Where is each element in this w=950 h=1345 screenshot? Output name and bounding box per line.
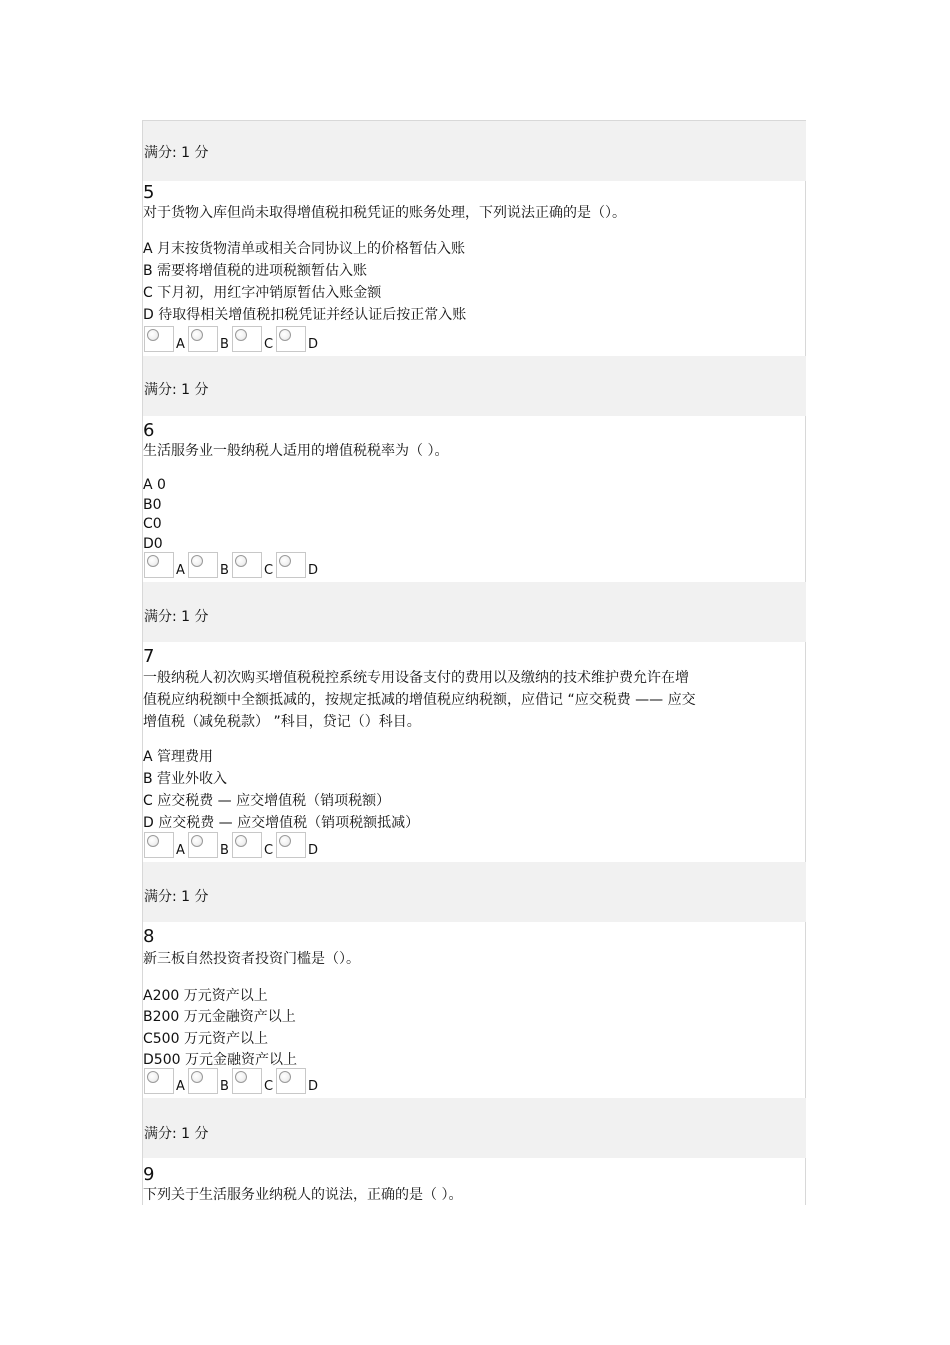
- option-text: B200 万元金融资产以上: [143, 1009, 296, 1025]
- radio-icon: [191, 835, 203, 847]
- option-text: A 月末按货物清单或相关合同协议上的价格暂估入账: [143, 241, 466, 257]
- radio-icon: [147, 555, 159, 567]
- radio-icon: [279, 835, 291, 847]
- answer-radio-c[interactable]: [232, 552, 262, 578]
- answer-choices: [143, 832, 343, 858]
- question-number: 9: [143, 1164, 155, 1185]
- option-text: B0: [143, 497, 162, 513]
- answer-radio-a[interactable]: [144, 832, 174, 858]
- option-text: C 下月初，用红字冲销原暂估入账金额: [143, 285, 382, 301]
- answer-label: D: [308, 337, 319, 352]
- answer-label: B: [220, 337, 229, 352]
- answer-radio-a[interactable]: [144, 326, 174, 352]
- option-text: C0: [143, 516, 162, 532]
- score-band: [143, 862, 806, 922]
- radio-icon: [235, 835, 247, 847]
- answer-choices: [143, 326, 343, 352]
- radio-icon: [147, 1071, 159, 1083]
- question-number: 5: [143, 182, 155, 203]
- answer-label: D: [308, 1079, 319, 1094]
- question-text: 新三板自然投资者投资门槛是（）。: [143, 951, 360, 967]
- answer-choices: [143, 552, 343, 578]
- answer-label: C: [264, 337, 274, 352]
- option-text: D 应交税费 — 应交增值税（销项税额抵减）: [143, 815, 420, 831]
- question-text: 下列关于生活服务业纳税人的说法，正确的是（ ）。: [143, 1187, 463, 1203]
- score-label: 满分: 1 分: [144, 145, 209, 161]
- option-text: D 待取得相关增值税扣税凭证并经认证后按正常入账: [143, 307, 467, 323]
- answer-choices: [143, 1068, 343, 1094]
- radio-icon: [147, 835, 159, 847]
- question-text: 值税应纳税额中全额抵减的，按规定抵减的增值税应纳税额，应借记 “应交税费 —— 应交: [143, 692, 696, 708]
- question-text: 对于货物入库但尚未取得增值税扣税凭证的账务处理，下列说法正确的是（）。: [143, 205, 626, 221]
- radio-icon: [235, 329, 247, 341]
- question-text: 生活服务业一般纳税人适用的增值税税率为（ ）。: [143, 443, 449, 459]
- question-text: 增值税（减免税款） ”科目，贷记（）科目。: [143, 714, 421, 730]
- score-band: [143, 356, 806, 416]
- radio-icon: [235, 1071, 247, 1083]
- option-text: C500 万元资产以上: [143, 1031, 268, 1047]
- radio-icon: [235, 555, 247, 567]
- answer-radio-b[interactable]: [188, 1068, 218, 1094]
- score-band: [143, 121, 806, 181]
- radio-icon: [147, 329, 159, 341]
- question-number: 7: [143, 646, 155, 667]
- score-label: 满分: 1 分: [144, 382, 209, 398]
- option-text: D500 万元金融资产以上: [143, 1052, 297, 1068]
- score-label: 满分: 1 分: [144, 889, 209, 905]
- answer-radio-d[interactable]: [276, 326, 306, 352]
- answer-label: C: [264, 563, 274, 578]
- answer-label: C: [264, 843, 274, 858]
- answer-radio-c[interactable]: [232, 832, 262, 858]
- option-text: A200 万元资产以上: [143, 988, 268, 1004]
- answer-label: D: [308, 843, 319, 858]
- score-band: [143, 1098, 806, 1158]
- option-text: D0: [143, 536, 163, 552]
- option-text: A 0: [143, 477, 166, 493]
- radio-icon: [279, 555, 291, 567]
- option-text: B 需要将增值税的进项税额暂估入账: [143, 263, 368, 279]
- answer-label: B: [220, 843, 229, 858]
- question-number: 6: [143, 420, 155, 441]
- radio-icon: [279, 329, 291, 341]
- radio-icon: [191, 555, 203, 567]
- answer-radio-a[interactable]: [144, 1068, 174, 1094]
- answer-radio-b[interactable]: [188, 832, 218, 858]
- answer-radio-d[interactable]: [276, 832, 306, 858]
- answer-label: A: [176, 337, 185, 352]
- option-text: C 应交税费 — 应交增值税（销项税额）: [143, 793, 391, 809]
- answer-radio-a[interactable]: [144, 552, 174, 578]
- radio-icon: [191, 1071, 203, 1083]
- score-label: 满分: 1 分: [144, 609, 209, 625]
- radio-icon: [191, 329, 203, 341]
- option-text: A 管理费用: [143, 749, 214, 765]
- answer-label: B: [220, 563, 229, 578]
- answer-radio-d[interactable]: [276, 1068, 306, 1094]
- answer-radio-c[interactable]: [232, 326, 262, 352]
- answer-radio-c[interactable]: [232, 1068, 262, 1094]
- question-number: 8: [143, 926, 155, 947]
- answer-label: A: [176, 843, 185, 858]
- answer-radio-b[interactable]: [188, 326, 218, 352]
- answer-radio-b[interactable]: [188, 552, 218, 578]
- answer-label: A: [176, 1079, 185, 1094]
- radio-icon: [279, 1071, 291, 1083]
- score-band: [143, 582, 806, 642]
- question-text: 一般纳税人初次购买增值税税控系统专用设备支付的费用以及缴纳的技术维护费允许在增: [143, 670, 689, 686]
- answer-label: B: [220, 1079, 229, 1094]
- answer-label: C: [264, 1079, 274, 1094]
- answer-radio-d[interactable]: [276, 552, 306, 578]
- answer-label: D: [308, 563, 319, 578]
- answer-label: A: [176, 563, 185, 578]
- option-text: B 营业外收入: [143, 771, 228, 787]
- score-label: 满分: 1 分: [144, 1126, 209, 1142]
